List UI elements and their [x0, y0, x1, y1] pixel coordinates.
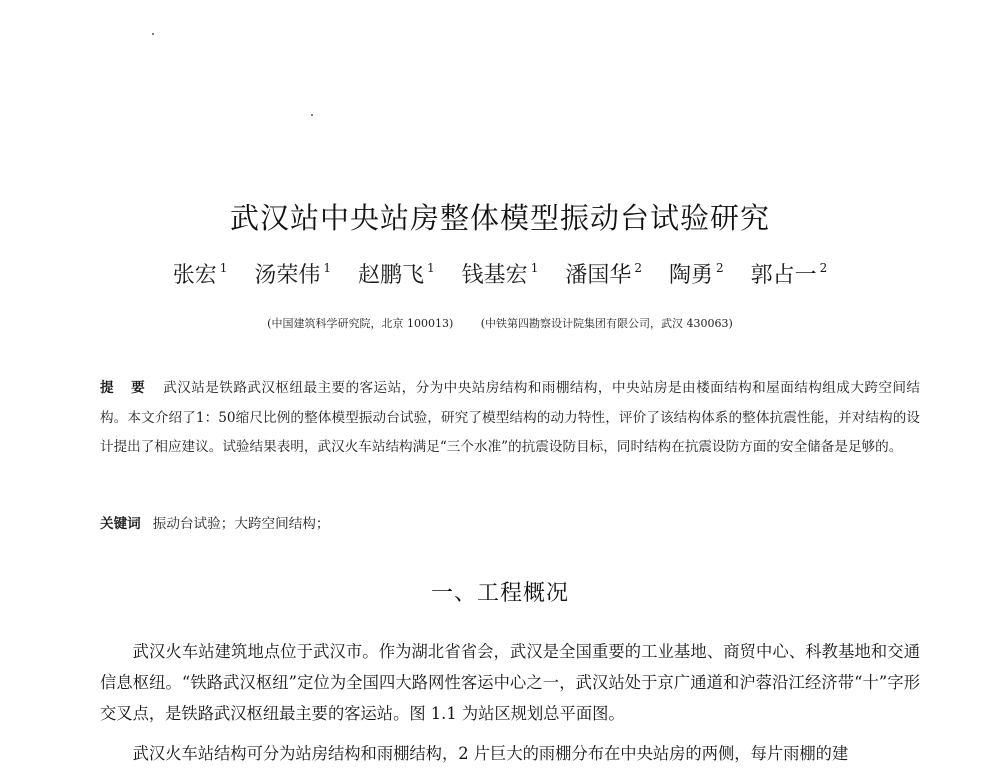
section-heading: 一、工程概况	[430, 581, 569, 606]
author	[358, 258, 435, 289]
author-name: 汤荣伟	[254, 263, 321, 288]
author-affil-mark: 2	[819, 261, 828, 275]
author-name: 钱基宏	[461, 263, 528, 288]
author-affil-mark: 1	[530, 261, 539, 275]
keywords-text: 振动台试验；大跨空间结构；	[152, 516, 330, 532]
affiliation: (中铁第四勘察设计院集团有限公司，武汉 430063)	[480, 317, 733, 330]
author-name: 陶勇	[668, 263, 713, 288]
scan-speck	[311, 114, 313, 116]
keywords-label: 关键词	[100, 516, 141, 532]
author-affil-mark: 2	[634, 261, 642, 275]
abstract-label: 提 要	[100, 380, 152, 396]
paper-title: 武汉站中央站房整体模型振动台试验研究	[229, 201, 770, 235]
scan-speck	[152, 33, 154, 35]
author	[462, 258, 539, 289]
author-affil-mark: 1	[323, 261, 332, 275]
section-body	[100, 636, 920, 778]
author-name: 潘国华	[565, 263, 632, 288]
author	[751, 258, 828, 289]
affiliation: (中国建筑科学研究院，北京 100013)	[267, 317, 454, 330]
author-name: 赵鹏飞	[358, 263, 425, 288]
author	[565, 258, 642, 289]
body-paragraph: 武汉火车站建筑地点位于武汉市。作为湖北省省会，武汉是全国重要的工业基地、商贸中心、科教基地和交通信息枢纽。“铁路武汉枢纽”定位为全国四大路网性客运中心之一，武汉站处于京广通道和沪蓉沿江经济带“十”字形交叉点，是铁路武汉枢纽最主要的客运站。图 1.1 为站区规划总平面图。	[100, 642, 920, 723]
author	[669, 258, 724, 289]
author-affil-mark: 2	[716, 261, 724, 275]
author	[254, 258, 331, 289]
body-paragraph: 武汉火车站结构可分为站房结构和雨棚结构，2 片巨大的雨棚分布在中央站房的两侧，每片雨棚的建	[132, 744, 849, 763]
author-list	[0, 258, 1000, 289]
author-affil-mark: 1	[427, 261, 435, 275]
affiliations	[0, 315, 1000, 331]
keywords	[100, 513, 920, 535]
abstract	[100, 374, 920, 463]
author-affil-mark: 1	[219, 261, 228, 275]
author	[173, 258, 228, 289]
author-name: 张宏	[172, 263, 217, 288]
abstract-text: 武汉站是铁路武汉枢纽最主要的客运站，分为中央站房结构和雨棚结构，中央站房是由楼面结构和屋面结构组成大跨空间结构。本文介绍了1：50缩尺比例的整体模型振动台试验，研究了模型结构的动力特性，评价了该结构体系的整体抗震性能，并对结构的设计提出了相应建议。试验结果表明，武汉火车站结构满足“三个水准”的抗震设防目标，同时结构在抗震设防方面的安全储备是足够的。	[100, 380, 921, 455]
author-name: 郭占一	[750, 263, 817, 288]
